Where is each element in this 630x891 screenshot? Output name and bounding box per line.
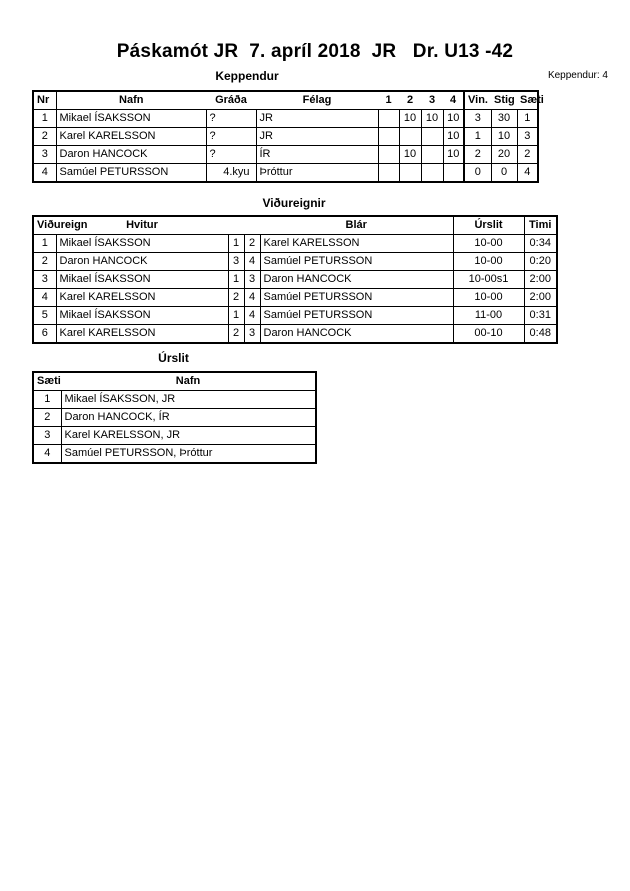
cell-hvitur-number: 1 (228, 271, 244, 289)
cell-saeti: 3 (517, 128, 538, 146)
col-header-hvitur: Hvitur (56, 216, 228, 235)
results-table (32, 371, 317, 464)
table-row (33, 445, 316, 464)
col-header-round-1: 1 (378, 91, 399, 110)
cell-nafn: Karel KARELSSON, JR (61, 427, 316, 445)
cell-blar-number: 4 (244, 253, 260, 271)
cell-urslit: 10-00 (453, 289, 524, 307)
col-header-vidureign: Viðureign (33, 216, 56, 235)
matches-table (32, 215, 558, 344)
cell-saeti: 4 (517, 164, 538, 183)
cell-saeti: 3 (33, 427, 61, 445)
col-header-saeti: Sæti (517, 91, 538, 110)
cell-urslit: 11-00 (453, 307, 524, 325)
cell-hvitur-name: Mikael ÍSAKSSON (56, 271, 228, 289)
table-row (33, 110, 538, 128)
col-header-hvitur-nr (228, 216, 244, 235)
cell-saeti: 2 (517, 146, 538, 164)
cell-felag: ÍR (256, 146, 378, 164)
cell-stig: 0 (491, 164, 517, 183)
matches-caption: Viðureignir (262, 196, 326, 210)
col-header-nafn: Nafn (61, 372, 316, 391)
table-row (33, 271, 557, 289)
cell-match-number: 6 (33, 325, 56, 344)
cell-nr: 3 (33, 146, 56, 164)
table-row (33, 289, 557, 307)
cell-round-4: 10 (443, 110, 464, 128)
cell-blar-name: Daron HANCOCK (260, 325, 453, 344)
cell-blar-number: 3 (244, 271, 260, 289)
cell-match-number: 1 (33, 235, 56, 253)
col-header-urslit: Úrslit (453, 216, 524, 235)
cell-nafn: Mikael ÍSAKSSON (56, 110, 206, 128)
cell-match-number: 3 (33, 271, 56, 289)
cell-match-number: 5 (33, 307, 56, 325)
table-row (33, 146, 538, 164)
cell-timi: 0:20 (524, 253, 557, 271)
cell-blar-name: Samúel PETURSSON (260, 253, 453, 271)
cell-round-2: 10 (399, 146, 421, 164)
table-row (33, 253, 557, 271)
cell-blar-name: Daron HANCOCK (260, 271, 453, 289)
cell-saeti: 4 (33, 445, 61, 464)
cell-nafn: Karel KARELSSON (56, 128, 206, 146)
col-header-stig: Stig (491, 91, 517, 110)
cell-hvitur-number: 1 (228, 235, 244, 253)
cell-grada: ? (206, 110, 256, 128)
cell-nafn: Daron HANCOCK, ÍR (61, 409, 316, 427)
cell-round-1 (378, 110, 399, 128)
cell-vin: 1 (464, 128, 491, 146)
results-header-row (33, 372, 316, 391)
competitors-header-row (33, 91, 538, 110)
cell-hvitur-name: Karel KARELSSON (56, 289, 228, 307)
cell-timi: 0:31 (524, 307, 557, 325)
cell-round-1 (378, 164, 399, 183)
cell-hvitur-number: 2 (228, 289, 244, 307)
cell-saeti: 2 (33, 409, 61, 427)
col-header-felag: Félag (256, 91, 378, 110)
matches-header-row (33, 216, 557, 235)
cell-hvitur-name: Daron HANCOCK (56, 253, 228, 271)
cell-match-number: 4 (33, 289, 56, 307)
cell-blar-name: Samúel PETURSSON (260, 289, 453, 307)
col-header-saeti: Sæti (33, 372, 61, 391)
cell-vin: 2 (464, 146, 491, 164)
cell-nr: 4 (33, 164, 56, 183)
table-row (33, 128, 538, 146)
cell-grada: 4.kyu (206, 164, 256, 183)
cell-round-3 (421, 146, 443, 164)
table-row (33, 427, 316, 445)
cell-vin: 0 (464, 164, 491, 183)
cell-round-3 (421, 128, 443, 146)
table-row (33, 325, 557, 344)
cell-match-number: 2 (33, 253, 56, 271)
cell-blar-name: Samúel PETURSSON (260, 307, 453, 325)
col-header-nafn: Nafn (56, 91, 206, 110)
cell-felag: Þróttur (256, 164, 378, 183)
col-header-blar-nr (244, 216, 260, 235)
cell-round-4 (443, 164, 464, 183)
cell-grada: ? (206, 128, 256, 146)
competitor-count-label: Keppendur: 4 (547, 70, 608, 81)
cell-nafn: Daron HANCOCK (56, 146, 206, 164)
results-caption: Úrslit (158, 351, 189, 365)
cell-blar-number: 3 (244, 325, 260, 344)
cell-nafn: Samúel PETURSSON (56, 164, 206, 183)
cell-round-1 (378, 146, 399, 164)
cell-nafn: Samúel PETURSSON, Þróttur (61, 445, 316, 464)
cell-stig: 20 (491, 146, 517, 164)
cell-blar-name: Karel KARELSSON (260, 235, 453, 253)
col-header-round-2: 2 (399, 91, 421, 110)
cell-round-2 (399, 128, 421, 146)
table-row (33, 164, 538, 183)
cell-nr: 2 (33, 128, 56, 146)
cell-round-4: 10 (443, 146, 464, 164)
cell-felag: JR (256, 110, 378, 128)
cell-felag: JR (256, 128, 378, 146)
cell-hvitur-number: 1 (228, 307, 244, 325)
cell-urslit: 00-10 (453, 325, 524, 344)
cell-hvitur-number: 3 (228, 253, 244, 271)
cell-stig: 10 (491, 128, 517, 146)
competitors-caption: Keppendur (215, 69, 279, 83)
cell-blar-number: 4 (244, 307, 260, 325)
col-header-timi: Timi (524, 216, 557, 235)
cell-timi: 2:00 (524, 289, 557, 307)
cell-round-1 (378, 128, 399, 146)
table-row (33, 235, 557, 253)
cell-saeti: 1 (517, 110, 538, 128)
cell-timi: 2:00 (524, 271, 557, 289)
cell-hvitur-name: Mikael ÍSAKSSON (56, 235, 228, 253)
cell-vin: 3 (464, 110, 491, 128)
col-header-grada: Gráða (206, 91, 256, 110)
cell-round-3 (421, 164, 443, 183)
page-title: Páskamót JR 7. apríl 2018 JR Dr. U13 -42 (116, 41, 514, 62)
cell-round-4: 10 (443, 128, 464, 146)
col-header-nr: Nr (33, 91, 56, 110)
competitors-table (32, 90, 544, 183)
cell-blar-number: 4 (244, 289, 260, 307)
col-header-vin: Vin. (464, 91, 491, 110)
cell-stig: 30 (491, 110, 517, 128)
table-row (33, 391, 316, 409)
table-row (33, 307, 557, 325)
cell-nafn: Mikael ÍSAKSSON, JR (61, 391, 316, 409)
cell-urslit: 10-00 (453, 235, 524, 253)
cell-hvitur-number: 2 (228, 325, 244, 344)
cell-round-3: 10 (421, 110, 443, 128)
cell-timi: 0:48 (524, 325, 557, 344)
cell-round-2: 10 (399, 110, 421, 128)
col-header-round-3: 3 (421, 91, 443, 110)
cell-nr: 1 (33, 110, 56, 128)
cell-hvitur-name: Karel KARELSSON (56, 325, 228, 344)
col-header-blar: Blár (260, 216, 453, 235)
cell-hvitur-name: Mikael ÍSAKSSON (56, 307, 228, 325)
cell-grada: ? (206, 146, 256, 164)
cell-blar-number: 2 (244, 235, 260, 253)
cell-urslit: 10-00s1 (453, 271, 524, 289)
table-row (33, 409, 316, 427)
cell-round-2 (399, 164, 421, 183)
col-header-round-4: 4 (443, 91, 464, 110)
cell-saeti: 1 (33, 391, 61, 409)
cell-timi: 0:34 (524, 235, 557, 253)
cell-urslit: 10-00 (453, 253, 524, 271)
